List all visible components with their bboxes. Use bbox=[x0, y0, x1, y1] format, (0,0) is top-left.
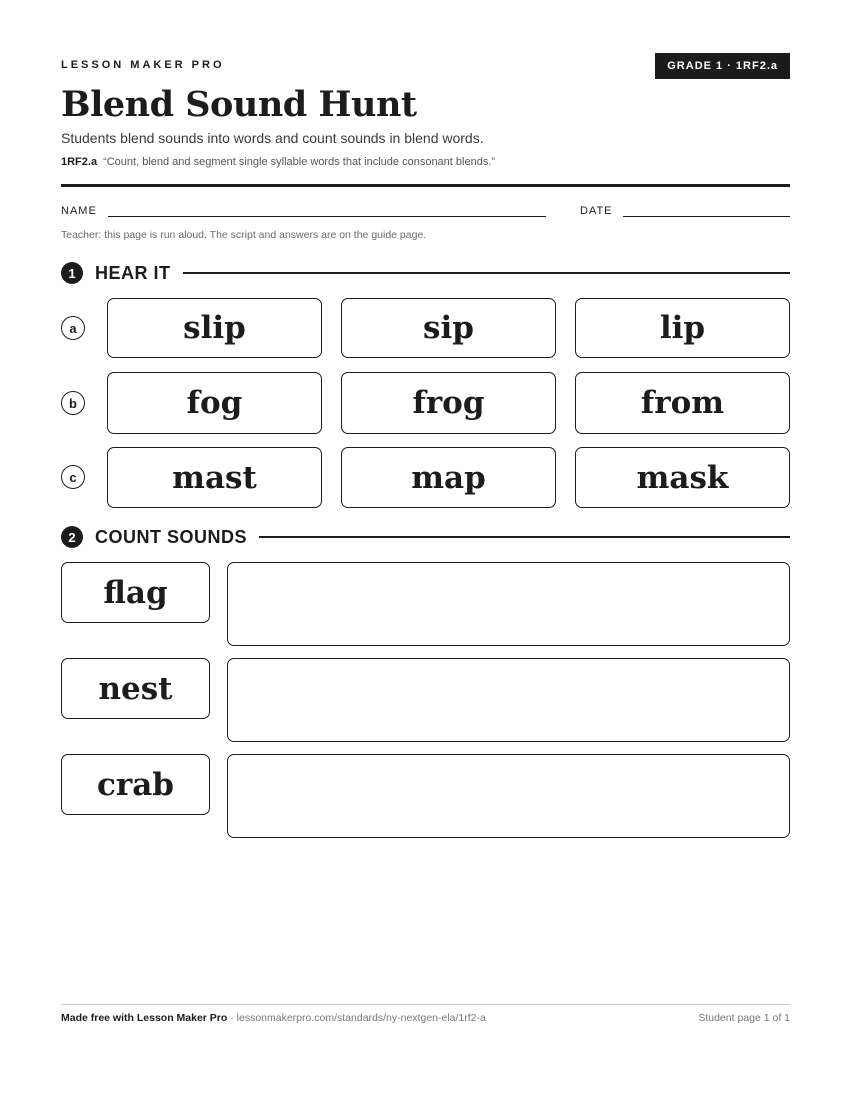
answer-box[interactable] bbox=[227, 562, 790, 646]
section-number: 2 bbox=[61, 526, 83, 548]
section-hear-it-header bbox=[61, 261, 790, 285]
row-letter-a: a bbox=[61, 316, 85, 340]
section-rule bbox=[259, 536, 790, 538]
name-field[interactable] bbox=[108, 216, 546, 217]
standard-text: “Count, blend and segment single syllable words that include consonant blends.” bbox=[103, 156, 496, 168]
standard-code: 1RF2.a bbox=[61, 156, 98, 168]
name-label: NAME bbox=[61, 205, 97, 217]
teacher-note: Teacher: this page is run aloud. The script and answers are on the guide page. bbox=[61, 229, 427, 241]
word-card: mask bbox=[575, 447, 790, 508]
answer-box[interactable] bbox=[227, 658, 790, 742]
standard-line bbox=[61, 156, 495, 168]
count-word-card: nest bbox=[61, 658, 210, 719]
footer-page-label: Student page 1 of 1 bbox=[698, 1012, 790, 1024]
section-number: 1 bbox=[61, 262, 83, 284]
word-card: slip bbox=[107, 298, 322, 358]
row-letter-b: b bbox=[61, 391, 85, 415]
worksheet-page bbox=[61, 0, 790, 1100]
count-word-card: flag bbox=[61, 562, 210, 623]
section-title: COUNT SOUNDS bbox=[95, 526, 248, 547]
word-card: sip bbox=[341, 298, 556, 358]
word-card: from bbox=[575, 372, 790, 434]
page-subtitle: Students blend sounds into words and count sounds in blend words. bbox=[61, 130, 484, 146]
row-letter-c: c bbox=[61, 465, 85, 489]
brand-name: LESSON MAKER PRO bbox=[61, 59, 225, 71]
word-card: lip bbox=[575, 298, 790, 358]
answer-box[interactable] bbox=[227, 754, 790, 838]
word-card: mast bbox=[107, 447, 322, 508]
footer-credit bbox=[61, 1012, 486, 1024]
footer-url: · lessonmakerpro.com/standards/ny-nextgen-ela/1rf2-a bbox=[227, 1012, 486, 1024]
date-label: DATE bbox=[580, 205, 613, 217]
word-card: frog bbox=[341, 372, 556, 434]
section-count-sounds-header bbox=[61, 525, 790, 549]
section-rule bbox=[183, 272, 791, 274]
word-card: map bbox=[341, 447, 556, 508]
grade-badge: GRADE 1 · 1RF2.a bbox=[655, 53, 790, 79]
count-word-card: crab bbox=[61, 754, 210, 815]
word-card: fog bbox=[107, 372, 322, 434]
footer-made-with: Made free with Lesson Maker Pro bbox=[61, 1012, 228, 1024]
page-title: Blend Sound Hunt bbox=[61, 84, 417, 125]
date-field[interactable] bbox=[623, 216, 790, 217]
section-title: HEAR IT bbox=[95, 262, 171, 283]
header-divider bbox=[61, 184, 790, 187]
footer-divider bbox=[61, 1004, 790, 1005]
